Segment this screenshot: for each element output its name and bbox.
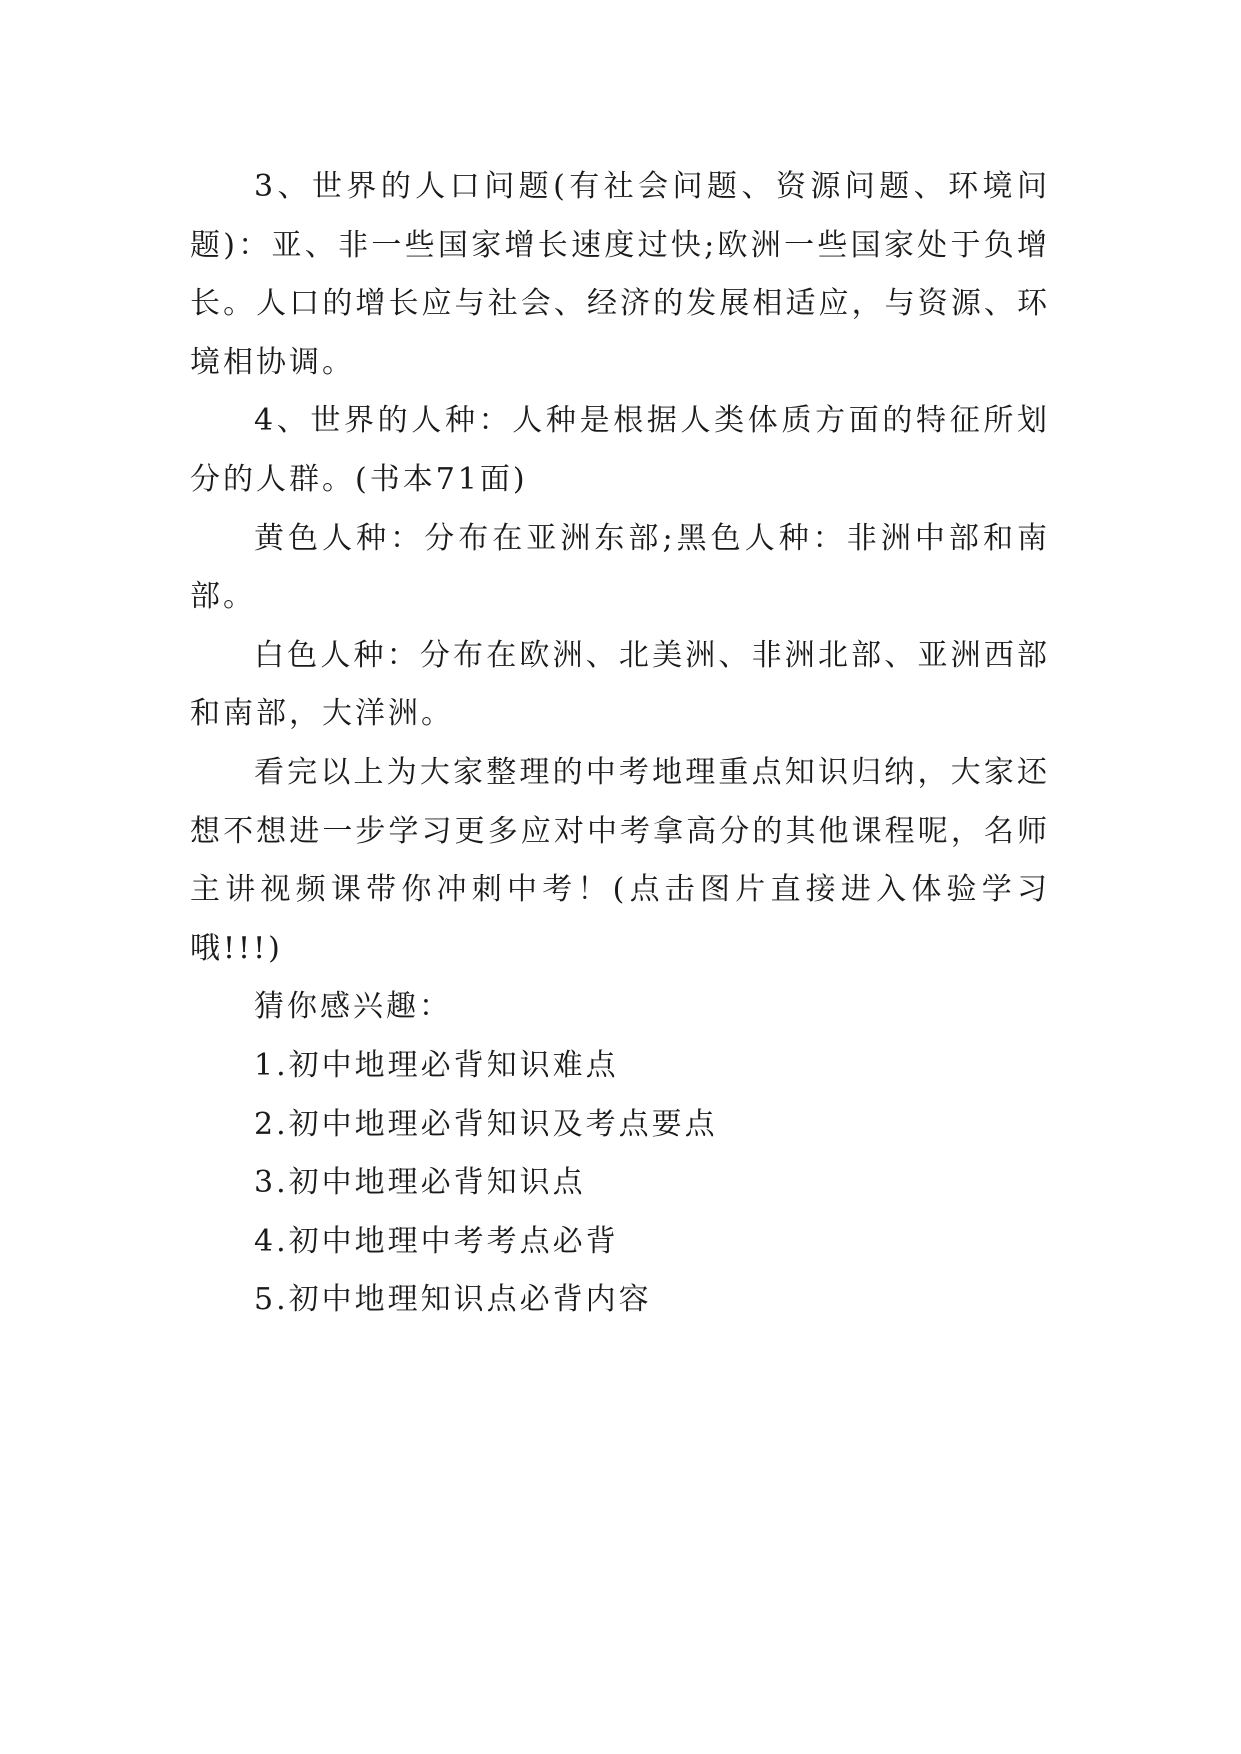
paragraph-yellow-black-races: 黄色人种：分布在亚洲东部;黑色人种：非洲中部和南部。: [190, 520, 1050, 615]
related-link-2[interactable]: 2.初中地理必背知识及考点要点: [254, 1106, 718, 1142]
related-link-3[interactable]: 3.初中地理必背知识点: [254, 1165, 586, 1201]
related-link-1[interactable]: 1.初中地理必背知识难点: [254, 1047, 619, 1083]
paragraph-population-problems: 3、世界的人口问题(有社会问题、资源问题、环境问题)：亚、非一些国家增长速度过快;欧洲一些国家处于负增长。人口的增长应与社会、经济的发展相适应，与资源、环境相协调。: [190, 169, 1050, 380]
related-link-4[interactable]: 4.初中地理中考考点必背: [254, 1223, 619, 1259]
paragraph-closing: 看完以上为大家整理的中考地理重点知识归纳，大家还想不想进一步学习更多应对中考拿高分的其他课程呢，名师主讲视频课带你冲刺中考！(点击图片直接进入体验学习哦!!!): [190, 754, 1050, 966]
related-link-5[interactable]: 5.初中地理知识点必背内容: [254, 1282, 652, 1318]
paragraph-human-races: 4、世界的人种：人种是根据人类体质方面的特征所划分的人群。(书本71面): [190, 403, 1050, 497]
paragraph-white-race: 白色人种：分布在欧洲、北美洲、非洲北部、亚洲西部和南部，大洋洲。: [190, 637, 1050, 732]
document-body: [190, 158, 1050, 1330]
related-heading: 猜你感兴趣：: [254, 989, 452, 1025]
